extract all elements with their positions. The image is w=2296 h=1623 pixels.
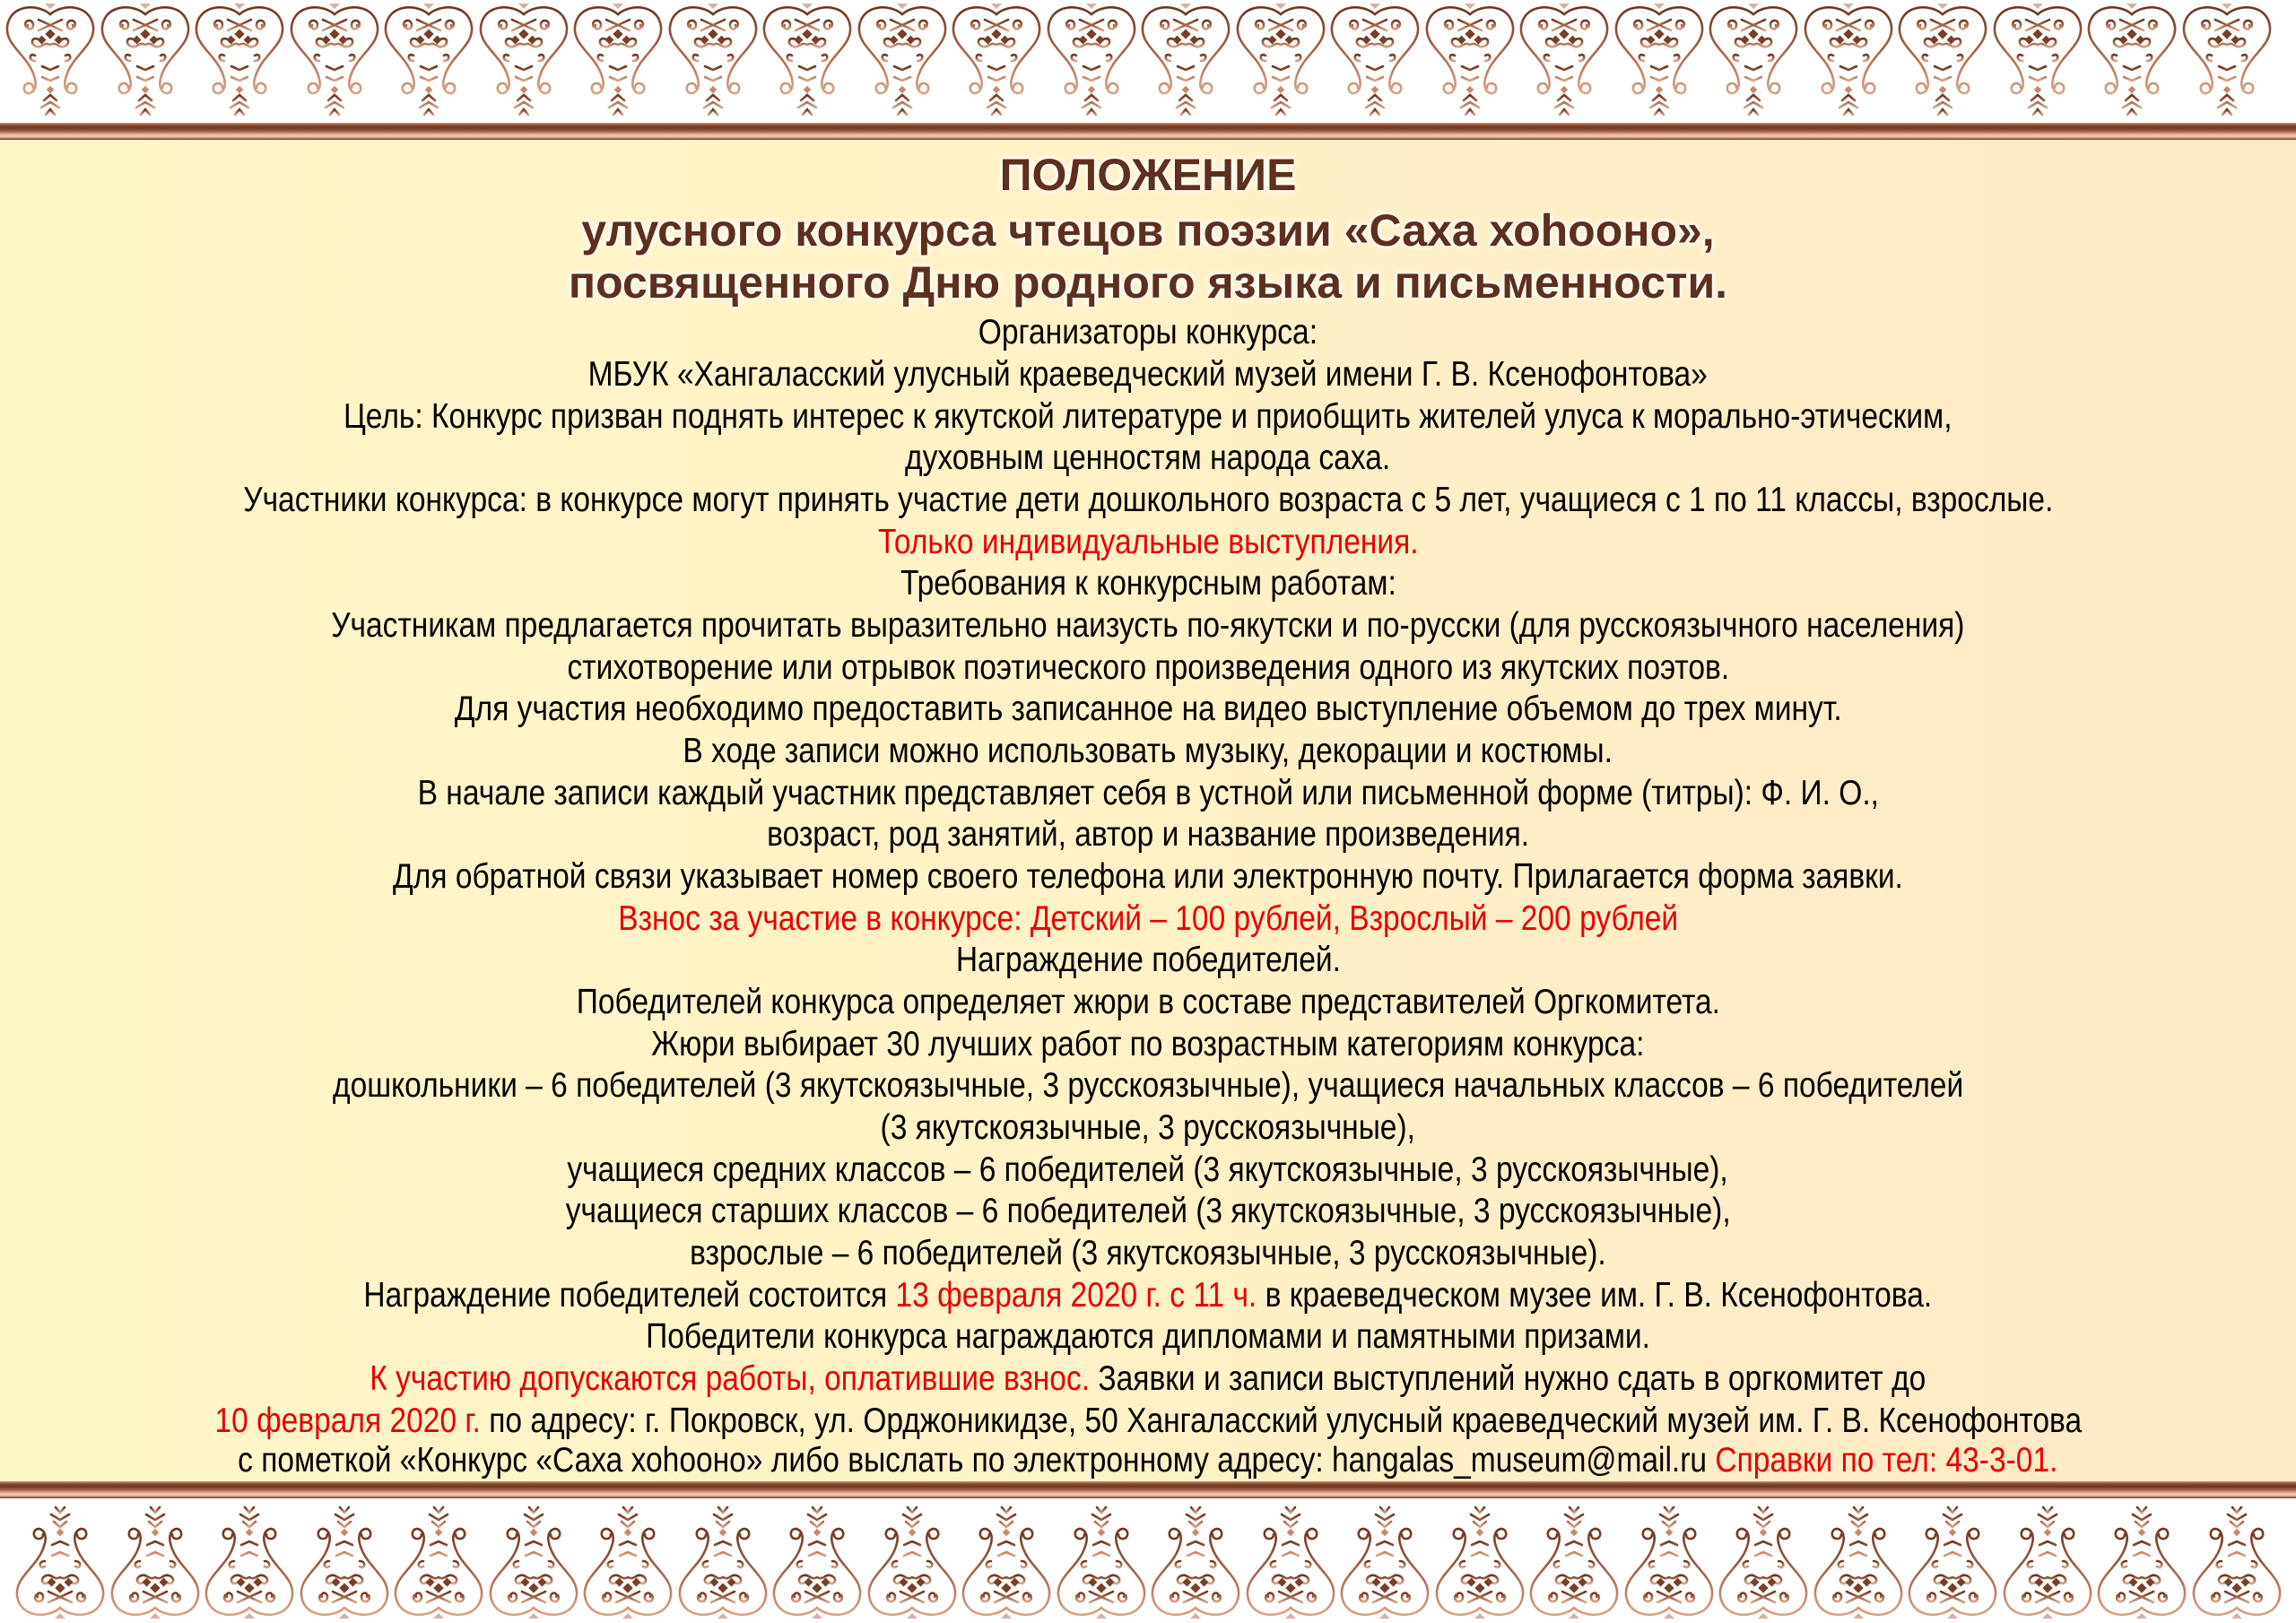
- requirements-label: Требования к конкурсным работам:: [900, 564, 1396, 603]
- bottom-ornament-border: [0, 1499, 2296, 1623]
- heart-ornament-inverted-icon: [202, 1499, 297, 1622]
- heart-ornament-inverted-icon: [1622, 1499, 1717, 1622]
- heart-ornament-icon: [1990, 0, 2085, 123]
- heart-ornament-inverted-icon: [959, 1499, 1054, 1622]
- heart-ornament-inverted-icon: [1811, 1499, 1906, 1622]
- heart-ornament-icon: [2084, 0, 2179, 123]
- heart-ornament-inverted-icon: [1716, 1499, 1811, 1622]
- organizers-label: Организаторы конкурса:: [978, 313, 1318, 352]
- document-subtitle-line-2: посвященного Дню родного языка и письменности.: [568, 257, 1728, 308]
- heart-ornament-icon: [2179, 0, 2274, 123]
- document-heading: ПОЛОЖЕНИЕ: [999, 150, 1297, 200]
- heart-ornament-icon: [287, 0, 382, 123]
- heart-ornament-icon: [98, 0, 193, 123]
- heart-ornament-inverted-icon: [108, 1499, 203, 1622]
- heart-ornament-inverted-icon: [13, 1499, 108, 1622]
- award-date-line: Награждение победителей состоится 13 февраля 2020 г. с 11 ч. в краеведческом музее им. Г. В. Ксенофонтова.: [363, 1276, 1933, 1315]
- heart-ornament-inverted-icon: [675, 1499, 770, 1622]
- heart-ornament-inverted-icon: [580, 1499, 675, 1622]
- heart-ornament-icon: [1044, 0, 1139, 123]
- heart-ornament-icon: [665, 0, 761, 123]
- organizer-name: МБУК «Хангаласский улусный краеведческий музей имени Г. В. Ксенофонтова»: [587, 355, 1709, 394]
- heart-ornament-icon: [855, 0, 950, 123]
- heart-ornament-icon: [1138, 0, 1233, 123]
- heart-ornament-icon: [1895, 0, 1990, 123]
- contact-email-link[interactable]: hangalas_museum@mail.ru: [1332, 1441, 1708, 1480]
- bottom-divider-band: [0, 1481, 2296, 1498]
- requirements-line-5: В начале записи каждый участник представляет себя в устной или письменной форме (титры): Ф. И. О.,: [417, 774, 1879, 812]
- document-subtitle-line-1: улусного конкурса чтецов поэзии «Саха хоһооно»,: [581, 205, 1715, 256]
- heart-ornament-icon: [381, 0, 476, 123]
- awards-label: Награждение победителей.: [955, 941, 1341, 979]
- submission-line-3: с пометкой «Конкурс «Саха хоһооно» либо выслать по электронному адресу: hangalas_museum@mail.ru Справки по тел: 43-3-01.: [238, 1441, 2058, 1480]
- heart-ornament-inverted-icon: [391, 1499, 486, 1622]
- goal-line-1: Цель: Конкурс призван поднять интерес к якутской литературе и приобщить жителей улуса к морально-этическим,: [344, 397, 1952, 436]
- jury-selection-line: Жюри выбирает 30 лучших работ по возрастным категориям конкурса:: [651, 1025, 1645, 1063]
- requirements-line-7: Для обратной связи указывает номер своего телефона или электронную почту. Прилагается форма заявки.: [393, 857, 1903, 896]
- requirements-line-2: стихотворение или отрывок поэтического произведения одного из якутских поэтов.: [567, 648, 1729, 687]
- heart-ornament-inverted-icon: [2189, 1499, 2284, 1622]
- requirements-line-1: Участникам предлагается прочитать выразительно наизусть по-якутски и по-русски (для русскоязычного населения): [331, 606, 1965, 645]
- heart-ornament-inverted-icon: [486, 1499, 581, 1622]
- heart-ornament-inverted-icon: [1148, 1499, 1243, 1622]
- category-line-2: (3 якутскоязычные, 3 русскоязычные),: [880, 1108, 1416, 1147]
- heart-ornament-inverted-icon: [1337, 1499, 1432, 1622]
- goal-line-2: духовным ценностям народа саха.: [905, 438, 1391, 477]
- heart-ornament-icon: [476, 0, 571, 123]
- heart-ornament-inverted-icon: [770, 1499, 865, 1622]
- submission-line-2: 10 февраля 2020 г. по адресу: г. Покровск, ул. Орджоникидзе, 50 Хангаласский улусный краеведческий музей им. Г. В. Ксенофонтова: [214, 1402, 2082, 1440]
- participants-line: Участники конкурса: в конкурсе могут принять участие дети дошкольного возраста с 5 лет, учащиеся с 1 по 11 классы, взрослые.: [242, 481, 2054, 519]
- heart-ornament-icon: [570, 0, 665, 123]
- heart-ornament-inverted-icon: [2000, 1499, 2095, 1622]
- heart-ornament-inverted-icon: [865, 1499, 960, 1622]
- heart-ornament-icon: [1422, 0, 1518, 123]
- heart-ornament-inverted-icon: [1243, 1499, 1338, 1622]
- heart-ornament-icon: [760, 0, 855, 123]
- heart-ornament-inverted-icon: [1526, 1499, 1622, 1622]
- paid-fee-notice: К участию допускаются работы, оплатившие взнос.: [370, 1359, 1091, 1398]
- fee-notice: Взнос за участие в конкурсе: Детский – 100 рублей, Взрослый – 200 рублей: [618, 899, 1678, 938]
- category-line-4: учащиеся старших классов – 6 победителей (3 якутскоязычные, 3 русскоязычные),: [565, 1192, 1731, 1230]
- heart-ornament-inverted-icon: [1905, 1499, 2000, 1622]
- heart-ornament-icon: [1801, 0, 1896, 123]
- heart-ornament-icon: [949, 0, 1044, 123]
- heart-ornament-icon: [192, 0, 287, 123]
- individual-only-notice: Только индивидуальные выступления.: [877, 523, 1419, 561]
- submission-line-1: К участию допускаются работы, оплатившие взнос. Заявки и записи выступлений нужно сдать в оргкомитет до: [370, 1359, 1926, 1398]
- deadline-date: 10 февраля 2020 г.: [214, 1402, 481, 1440]
- requirements-line-4: В ходе записи можно использовать музыку, декорации и костюмы.: [683, 732, 1613, 770]
- heart-ornament-icon: [1612, 0, 1707, 123]
- heart-ornament-inverted-icon: [297, 1499, 392, 1622]
- heart-ornament-icon: [3, 0, 98, 123]
- prizes-line: Победители конкурса награждаются дипломами и памятными призами.: [646, 1317, 1650, 1356]
- heart-ornament-inverted-icon: [2094, 1499, 2189, 1622]
- category-line-5: взрослые – 6 победителей (3 якутскоязычные, 3 русскоязычные).: [690, 1234, 1606, 1272]
- top-divider-band: [0, 123, 2296, 140]
- phone-info: Справки по тел: 43-3-01.: [1707, 1441, 2058, 1480]
- heart-ornament-inverted-icon: [1054, 1499, 1149, 1622]
- jury-line: Победителей конкурса определяет жюри в составе представителей Оргкомитета.: [576, 983, 1720, 1021]
- category-line-1: дошкольники – 6 победителей (3 якутскоязычные, 3 русскоязычные), учащиеся начальных классов – 6 победителей: [332, 1066, 1964, 1105]
- heart-ornament-icon: [1706, 0, 1801, 123]
- award-date: 13 февраля 2020 г. с 11 ч.: [895, 1276, 1257, 1315]
- heart-ornament-inverted-icon: [1432, 1499, 1527, 1622]
- top-ornament-border: [0, 0, 2296, 123]
- heart-ornament-icon: [1517, 0, 1612, 123]
- heart-ornament-icon: [1233, 0, 1328, 123]
- requirements-line-6: возраст, род занятий, автор и название произведения.: [767, 815, 1529, 854]
- heart-ornament-icon: [1327, 0, 1422, 123]
- category-line-3: учащиеся средних классов – 6 победителей (3 якутскоязычные, 3 русскоязычные),: [567, 1150, 1729, 1189]
- requirements-line-3: Для участия необходимо предоставить записанное на видео выступление объемом до трех минут.: [454, 690, 1842, 728]
